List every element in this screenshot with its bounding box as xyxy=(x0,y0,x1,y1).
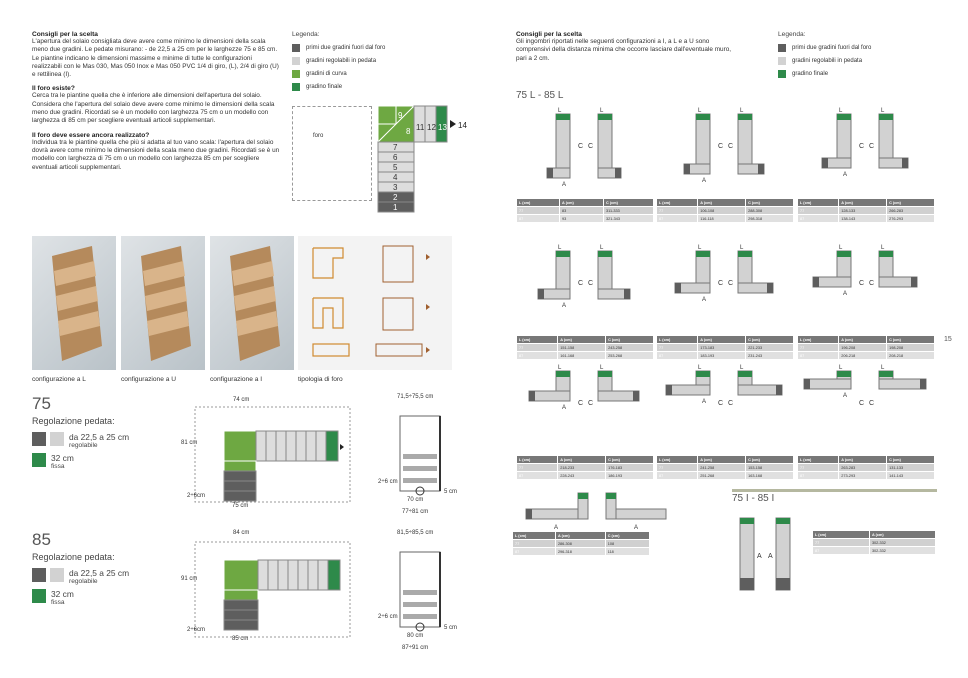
svg-text:C: C xyxy=(718,143,724,150)
table-header-cell: L (cm) xyxy=(657,199,698,207)
svg-text:A: A xyxy=(554,525,559,531)
svg-text:2: 2 xyxy=(393,193,398,202)
svg-text:A: A xyxy=(702,178,707,184)
table-cell: 87 xyxy=(657,215,698,223)
table-header-cell: C (cm) xyxy=(887,456,935,464)
model-85-opt2: 32 cm fissa xyxy=(32,589,152,606)
legend-title: Legenda: xyxy=(292,31,320,38)
svg-text:C: C xyxy=(718,280,724,287)
svg-text:L: L xyxy=(600,108,604,114)
svg-text:L: L xyxy=(740,365,744,371)
svg-text:L: L xyxy=(881,365,885,371)
table-cell: 296-318 xyxy=(555,548,605,556)
legend-right xyxy=(778,31,871,83)
dimension-table xyxy=(512,531,650,556)
svg-text:C: C xyxy=(578,143,584,150)
dimension-table xyxy=(656,455,794,480)
table-cell: 131-133 xyxy=(887,464,935,472)
svg-text:L: L xyxy=(698,245,702,251)
table-cell: 77 xyxy=(798,464,839,472)
table-cell: 77 xyxy=(657,344,698,352)
svg-text:C: C xyxy=(588,280,594,287)
svg-text:L: L xyxy=(839,245,843,251)
table-cell: 286-308 xyxy=(555,540,605,548)
page-number: 15 xyxy=(944,336,952,343)
svg-text:A: A xyxy=(702,399,707,405)
model-75-reg-title: Regolazione pedata: xyxy=(32,416,115,426)
svg-text:C: C xyxy=(728,280,734,287)
caption-u: configurazione a U xyxy=(121,376,176,383)
consigli-title: Consigli per la scelta xyxy=(32,31,98,38)
table-cell: 87 xyxy=(517,352,558,360)
elev-75-left: 2÷6 cm xyxy=(378,479,398,485)
mini-stair-diagram xyxy=(530,245,640,325)
stair-diagram xyxy=(378,106,467,220)
elev-75-b: 77÷81 cm xyxy=(402,509,429,515)
table-cell: 153-158 xyxy=(746,464,794,472)
swatch-light xyxy=(50,568,64,582)
table-cell: 218-233 xyxy=(558,464,606,472)
swatch-green xyxy=(32,589,46,603)
elev-85-top: 81,5÷85,5 cm xyxy=(397,530,434,536)
realizzato-text: Individua tra le piantine quella che più si adatta al tuo vano scala: l'apertura del solaio dovrà avere come minimo le dimensioni della scala meno due gradini. Ricordati se è un modello con larghezza di 75 cm o un modello con larghezza 85 cm per scegliere eventuali articoli supplementari. xyxy=(32,138,280,171)
plan-75 xyxy=(180,395,370,517)
dimension-table xyxy=(797,198,935,223)
table-cell: 273-293 xyxy=(839,472,887,480)
table-cell: 302-332 xyxy=(869,539,935,547)
table-header-cell: A (cm) xyxy=(839,456,887,464)
section-i-title: 75 I - 85 I xyxy=(732,493,775,504)
dimension-table xyxy=(516,455,654,480)
table-cell: 141-143 xyxy=(887,472,935,480)
foro-text: Cerca tra le piantine quella che è inferiore alle dimensioni dell'apertura del solaio. Considera che l'apertura del solaio deve avere come minimo le dimensioni della scala meno due gradini. Ricordati se è un modello con larghezza 75 cm o un modello con larghezza di 85 cm per scegliere eventuali articoli supplementari. xyxy=(32,92,275,125)
table-header-cell: L (cm) xyxy=(798,199,839,207)
svg-text:L: L xyxy=(558,245,562,251)
table-cell: 93 xyxy=(560,215,604,223)
svg-text:L: L xyxy=(881,108,885,114)
photo-config-i xyxy=(210,236,294,370)
svg-text:3: 3 xyxy=(393,183,398,192)
table-cell: 243-258 xyxy=(606,344,654,352)
svg-text:L: L xyxy=(740,245,744,251)
svg-text:A: A xyxy=(562,303,567,309)
table-header-cell: C (cm) xyxy=(887,199,935,207)
svg-text:A: A xyxy=(702,297,707,303)
dimension-table xyxy=(797,455,935,480)
table-cell: 108 xyxy=(605,540,649,548)
table-header-cell: A (cm) xyxy=(839,199,887,207)
table-header-cell: C (cm) xyxy=(746,199,794,207)
model-75-info xyxy=(32,394,152,470)
svg-text:A: A xyxy=(843,291,848,297)
realizzato-title: Il foro deve essere ancora realizzato? xyxy=(32,131,150,139)
model-75-opt2: 32 cm fissa xyxy=(32,453,152,470)
table-header-cell: A (cm) xyxy=(558,336,606,344)
foro-types-panel xyxy=(298,236,452,370)
table-header-cell: A (cm) xyxy=(698,456,746,464)
foro-outline xyxy=(292,106,372,201)
table-cell: 196-208 xyxy=(839,344,887,352)
plan-75-dim-gap: 2÷6cm xyxy=(187,493,205,499)
table-header-cell: L (cm) xyxy=(657,336,698,344)
dimension-table-i xyxy=(812,530,936,555)
table-cell: 87 xyxy=(813,547,870,555)
swatch-dark xyxy=(32,432,46,446)
foro-title: Il foro esiste? xyxy=(32,85,75,93)
table-header-cell: L (cm) xyxy=(513,532,556,540)
legend-left xyxy=(292,31,385,96)
model-85-opt1: da 22,5 a 25 cm regolabile xyxy=(32,568,152,585)
table-cell: 116-118 xyxy=(698,215,746,223)
svg-text:C: C xyxy=(859,400,865,407)
photo-config-l xyxy=(32,236,116,370)
table-header-cell: C (cm) xyxy=(746,336,794,344)
plan-75-dim-top: 74 cm xyxy=(233,397,250,403)
model-75-number: 75 xyxy=(32,394,51,413)
swatch-light xyxy=(50,432,64,446)
table-cell: 176-183 xyxy=(606,464,654,472)
svg-text:C: C xyxy=(869,280,875,287)
elevation-85 xyxy=(380,530,450,650)
svg-text:6: 6 xyxy=(393,153,398,162)
table-cell: 83 xyxy=(560,207,604,215)
swatch-green xyxy=(32,453,46,467)
plan-85-dim-top: 84 cm xyxy=(233,530,250,536)
table-header-cell: L (cm) xyxy=(813,531,870,539)
svg-text:L: L xyxy=(881,245,885,251)
table-cell: 77 xyxy=(517,464,558,472)
section-i-rule xyxy=(732,489,937,492)
mini-stair-diagram xyxy=(530,108,640,188)
stair-svg xyxy=(378,106,478,220)
table-cell: 87 xyxy=(657,352,698,360)
svg-text:C: C xyxy=(859,143,865,150)
consigli-text: L'apertura del solaio consigliata deve avere come minimo le dimensioni della scala meno due gradini. Le pedate misurano: - de 22,5 a 25 cm per le larghezze 75 e 85 cm. Le piantine indicano le dimensioni massime e minime di tutte le configurazioni realizzabili con le Mas 030, Mas 050 Inox e Mas 050 PVC 1/4 di giro, (L), 2/4 di giro (U) e rettilinea (I). xyxy=(32,38,279,79)
table-header-cell: A (cm) xyxy=(839,336,887,344)
model-85-info xyxy=(32,530,152,606)
svg-text:A: A xyxy=(843,172,848,178)
svg-text:A: A xyxy=(562,182,567,188)
caption-l: configurazione a L xyxy=(32,376,86,383)
legend-item: gradino finale xyxy=(292,83,385,91)
table-header-cell: L (cm) xyxy=(517,456,558,464)
svg-text:C: C xyxy=(718,400,724,407)
legend-item: gradini regolabili in pedata xyxy=(292,57,385,65)
swatch-dark xyxy=(32,568,46,582)
table-cell: 198-208 xyxy=(887,344,935,352)
table-cell: 87 xyxy=(798,352,839,360)
svg-text:5: 5 xyxy=(393,163,398,172)
table-cell: 118 xyxy=(605,548,649,556)
svg-text:12: 12 xyxy=(427,123,436,132)
table-cell: 266-283 xyxy=(887,207,935,215)
svg-text:L: L xyxy=(558,365,562,371)
svg-text:L: L xyxy=(740,108,744,114)
table-cell: 77 xyxy=(798,207,839,215)
caption-foro: tipologia di foro xyxy=(298,376,343,383)
svg-text:8: 8 xyxy=(406,127,411,136)
elev-85-b: 87÷91 cm xyxy=(402,645,429,651)
svg-text:L: L xyxy=(839,365,843,371)
dimension-table xyxy=(516,198,654,223)
svg-text:L: L xyxy=(558,108,562,114)
table-cell: 183-193 xyxy=(698,352,746,360)
mini-stair-i-diagram xyxy=(732,512,802,592)
table-cell: 128-133 xyxy=(839,207,887,215)
elev-75-top: 71,5÷75,5 cm xyxy=(397,394,434,400)
section-l-title: 75 L - 85 L xyxy=(516,90,564,101)
svg-text:9: 9 xyxy=(398,111,403,120)
mini-stair-diagram xyxy=(530,365,640,445)
table-cell: 87 xyxy=(513,548,556,556)
svg-text:C: C xyxy=(869,143,875,150)
mini-stair-diagram xyxy=(811,245,921,325)
svg-text:L: L xyxy=(600,365,604,371)
svg-text:11: 11 xyxy=(416,123,425,132)
table-cell: 302-332 xyxy=(869,547,935,555)
table-cell: 87 xyxy=(517,472,558,480)
legend-item: gradini di curva xyxy=(292,70,385,78)
table-header-cell: C (cm) xyxy=(604,199,654,207)
table-cell: 288-308 xyxy=(746,207,794,215)
svg-text:C: C xyxy=(859,280,865,287)
svg-text:C: C xyxy=(728,400,734,407)
table-cell: 231-243 xyxy=(746,352,794,360)
right-intro xyxy=(516,31,738,63)
mini-stair-diagram xyxy=(670,108,780,188)
table-header-cell: L (cm) xyxy=(517,199,560,207)
table-cell: 208-218 xyxy=(887,352,935,360)
dimension-table xyxy=(656,198,794,223)
table-header-cell: L (cm) xyxy=(657,456,698,464)
right-consigli-text: Gli ingombri riportati nelle seguenti configurazioni a I, a L e a U sono comprensivi della distanza minima che occorre lasciare dall'eventuale muro, pari a 2 cm. xyxy=(516,38,732,62)
table-header-cell: C (cm) xyxy=(606,336,654,344)
table-cell: 77 xyxy=(517,344,558,352)
table-header-cell: L (cm) xyxy=(517,336,558,344)
table-header-cell: C (cm) xyxy=(746,456,794,464)
svg-text:C: C xyxy=(578,400,584,407)
table-cell: 77 xyxy=(657,207,698,215)
svg-text:A: A xyxy=(843,393,848,399)
table-header-cell: L (cm) xyxy=(798,336,839,344)
table-header-cell: L (cm) xyxy=(798,456,839,464)
table-cell: 87 xyxy=(798,215,839,223)
table-cell: 163-168 xyxy=(746,472,794,480)
table-cell: 241-258 xyxy=(698,464,746,472)
legend-item: gradini regolabili in pedata xyxy=(778,57,871,65)
plan-75-dim-side: 81 cm xyxy=(181,440,198,446)
mini-stair-diagram xyxy=(811,108,921,188)
svg-text:1: 1 xyxy=(393,203,398,212)
table-cell: 263-283 xyxy=(839,464,887,472)
mini-stair-diagram xyxy=(670,365,780,445)
table-cell: 77 xyxy=(517,207,560,215)
mini-stair-diagram xyxy=(670,245,780,325)
table-cell: 206-218 xyxy=(839,352,887,360)
table-cell: 77 xyxy=(798,344,839,352)
mini-stair-diagram xyxy=(811,365,921,445)
model-85-number: 85 xyxy=(32,530,51,549)
model-85-reg-title: Regolazione pedata: xyxy=(32,552,115,562)
table-cell: 173-183 xyxy=(698,344,746,352)
svg-text:C: C xyxy=(728,143,734,150)
plan-85 xyxy=(180,530,370,652)
table-cell: 77 xyxy=(513,540,556,548)
svg-text:4: 4 xyxy=(393,173,398,182)
table-cell: 87 xyxy=(798,472,839,480)
elev-85-left: 2÷6 cm xyxy=(378,614,398,620)
table-header-cell: C (cm) xyxy=(605,532,649,540)
svg-text:C: C xyxy=(588,143,594,150)
table-header-cell: A (cm) xyxy=(560,199,604,207)
svg-text:13: 13 xyxy=(438,123,447,132)
table-cell: 151-158 xyxy=(558,344,606,352)
left-intro xyxy=(32,31,282,172)
svg-text:A: A xyxy=(768,553,773,560)
elev-85-w: 80 cm xyxy=(407,633,424,639)
table-cell: 161-168 xyxy=(558,352,606,360)
svg-text:L: L xyxy=(600,245,604,251)
plan-85-dim-bottom: 85 cm xyxy=(232,636,249,642)
foro-label: foro xyxy=(313,133,324,139)
caption-i: configurazione a I xyxy=(210,376,263,383)
right-consigli-title: Consigli per la scelta xyxy=(516,31,582,38)
table-header-cell: A (cm) xyxy=(558,456,606,464)
dimension-table xyxy=(797,335,935,360)
svg-text:L: L xyxy=(698,108,702,114)
table-header-cell: A (cm) xyxy=(869,531,935,539)
plan-85-dim-side: 91 cm xyxy=(181,576,198,582)
plan-75-dim-bottom: 75 cm xyxy=(232,503,249,509)
table-cell: 276-293 xyxy=(887,215,935,223)
table-cell: 321-343 xyxy=(604,215,654,223)
table-header-cell: A (cm) xyxy=(698,336,746,344)
svg-text:L: L xyxy=(698,365,702,371)
legend-item: primi due gradini fuori dal foro xyxy=(292,44,385,52)
table-cell: 87 xyxy=(657,472,698,480)
svg-text:A: A xyxy=(757,553,762,560)
table-cell: 138-143 xyxy=(839,215,887,223)
elev-75-w: 70 cm xyxy=(407,497,424,503)
photo-config-u xyxy=(121,236,205,370)
table-cell: 87 xyxy=(517,215,560,223)
table-cell: 106-108 xyxy=(698,207,746,215)
legend-item: gradino finale xyxy=(778,70,871,78)
table-header-cell: A (cm) xyxy=(698,199,746,207)
table-cell: 251-268 xyxy=(698,472,746,480)
svg-text:A: A xyxy=(562,405,567,411)
svg-text:C: C xyxy=(588,400,594,407)
svg-text:C: C xyxy=(869,400,875,407)
elev-75-r: 5 cm xyxy=(444,489,458,495)
table-cell: 186-193 xyxy=(606,472,654,480)
elev-85-r: 5 cm xyxy=(444,625,458,631)
svg-text:L: L xyxy=(839,108,843,114)
legend-item: primi due gradini fuori dal foro xyxy=(778,44,871,52)
dimension-table xyxy=(516,335,654,360)
table-header-cell: A (cm) xyxy=(555,532,605,540)
table-header-cell: C (cm) xyxy=(887,336,935,344)
model-75-opt1: da 22,5 a 25 cm regolabile xyxy=(32,432,152,449)
svg-text:14: 14 xyxy=(458,121,467,130)
table-header-cell: C (cm) xyxy=(606,456,654,464)
table-cell: 253-268 xyxy=(606,352,654,360)
elevation-75 xyxy=(380,394,450,514)
table-cell: 311-333 xyxy=(604,207,654,215)
table-cell: 77 xyxy=(657,464,698,472)
svg-text:A: A xyxy=(634,525,639,531)
svg-text:C: C xyxy=(578,280,584,287)
legend-title-right: Legenda: xyxy=(778,31,806,38)
table-cell: 298-318 xyxy=(746,215,794,223)
table-cell: 221-233 xyxy=(746,344,794,352)
plan-85-dim-gap: 2÷6cm xyxy=(187,627,205,633)
svg-text:7: 7 xyxy=(393,143,398,152)
table-cell: 228-243 xyxy=(558,472,606,480)
dimension-table xyxy=(656,335,794,360)
table-cell: 77 xyxy=(813,539,870,547)
